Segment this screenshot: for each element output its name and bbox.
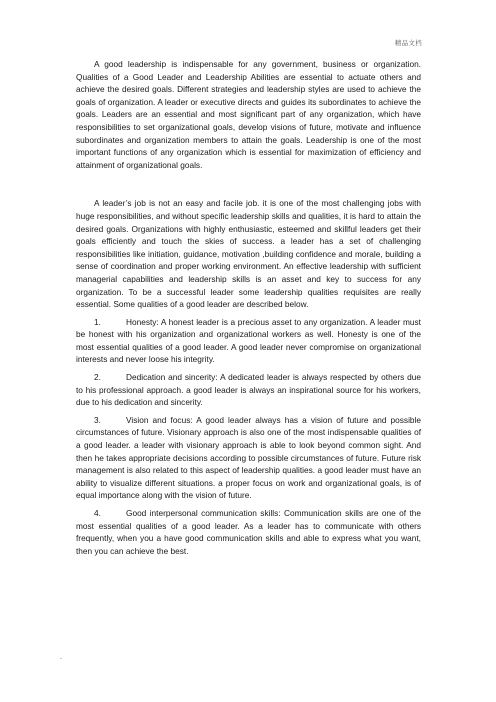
quality-item bbox=[76, 371, 421, 409]
quality-item bbox=[76, 316, 421, 366]
intro-paragraph-2: A leader’s job is not an easy and facile job. it is one of the most challenging jobs with huge responsibilities, and without specific leadership skills and qualities, it is hard to attain the desired goals. Organizations with highly enthusiastic, esteemed and skillful leaders get their goals efficiently and touch the skies of success. a leader has a set of challenging responsibilities like initiation, guidance, motivation ,building confidence and morale, building a sense of coordination and proper working environment. An effective leadership with sufficient managerial capabilities and leadership skills is an asset and key to success for any organization. To be a successful leader some leadership qualities requisites are really essential. Some qualities of a good leader are described below. bbox=[76, 198, 421, 310]
document-body bbox=[76, 58, 421, 557]
item-number: 4. bbox=[94, 508, 101, 518]
quality-item bbox=[76, 507, 421, 557]
item-number: 3. bbox=[94, 414, 101, 425]
quality-item bbox=[76, 414, 421, 502]
item-number: 1. bbox=[94, 316, 101, 327]
item-text: Good interpersonal communication skills: Communication skills are one of the most essential qualities of a good leader. As a leader has to communicate with others frequently, when you a have good communication skills and able to express what you want, then you can achieve the best. bbox=[76, 508, 421, 556]
intro-paragraph-1: A good leadership is indispensable for any government, business or organization. Qualities of a Good Leader and Leadership Abilities are essential to actuate others and achieve the desired goals. Different strategies and leadership styles are used to achieve the goals of organization. A leader or executive directs and guides its subordinates to achieve the goals. Leaders are an essential and most significant part of any organization, which have responsibilities to set organizational goals, develop visions of future, motivate and influence subordinates and organization members to attain the goals. Leadership is one of the most important functions of any organization which is essential for maximization of efficiency and attainment of organizational goals. bbox=[76, 59, 421, 170]
header-watermark: 精品文档 bbox=[394, 39, 422, 47]
item-text: Honesty: A honest leader is a precious asset to any organization. A leader must be honest with his organization and organizational workers as well. Honesty is one of the most essential qualities of a good leader. A good leader never compromise on organizational interests and never loose his integrity. bbox=[76, 316, 421, 365]
item-number: 2. bbox=[94, 372, 101, 383]
footer-mark: . bbox=[60, 654, 62, 661]
item-text: Dedication and sincerity: A dedicated leader is always respected by others due to his professional approach. a good leader is always an inspirational source for his workers, due to his dedication and sincerity. bbox=[76, 372, 421, 408]
item-text: Vision and focus: A good leader always has a vision of future and possible circumstances of future. Visionary approach is also one of the most indispensable qualities of a good leader. a leader with visionary approach is able to look beyond common sight. And then he takes appropriate decisions according to possible circumstances of future. Future risk management is also related to this aspect of leadership qualities. a good leader must have an ability to visualize different situations. a proper focus on work and organizational goals, is of equal importance along with the vision of future. bbox=[76, 414, 421, 501]
